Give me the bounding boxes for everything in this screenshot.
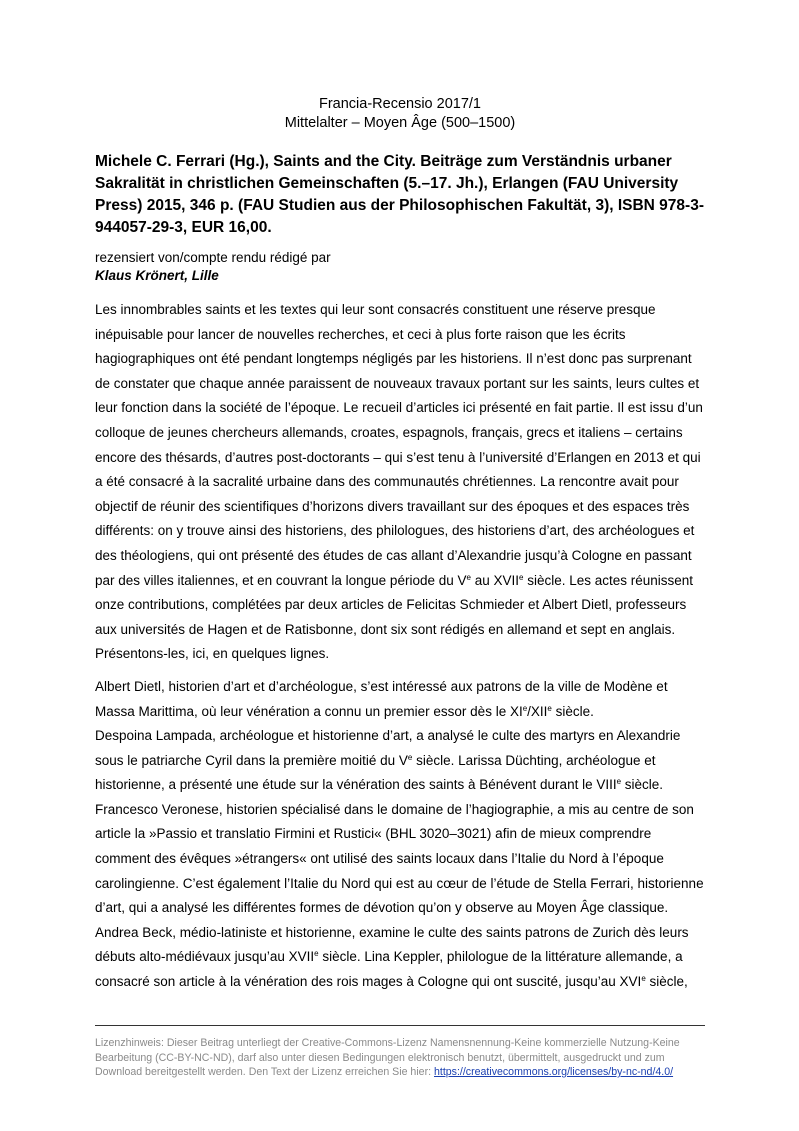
superscript: e (522, 703, 528, 713)
text-run: siècle. Lina Keppler, philologue de la littérature allemande, a consacré son article à la vénération des rois mages à Cologne qui ont suscité, jusqu’au XVI (95, 949, 683, 990)
reviewed-by-label: rezensiert von/compte rendu rédigé par (95, 250, 331, 265)
superscript: e (314, 949, 319, 959)
journal-issue: Francia-Recensio 2017/1 (318, 96, 481, 112)
license-text: Lizenzhinweis: Dieser Beitrag unterliegt der Creative-Commons-Lizenz Namensnennung-Keine kommerzielle Nutzung-Keine Bearbeitung (CC-BY-NC-ND), darf also unter diesen Bedingungen elektronisch benutzt, übermittelt, ausgedruckt und zum Download bereitgestellt werden. Den Text der Lizenz erreichen Sie hier: (95, 1037, 680, 1078)
journal-header (95, 95, 705, 133)
superscript: e (547, 703, 552, 713)
footer-divider (95, 1025, 705, 1026)
license-link[interactable]: https://creativecommons.org/licenses/by-nc-nd/4.0/ (434, 1066, 674, 1078)
text-run: siècle. Les actes réunissent onze contributions, complétées par deux articles de Felicitas Schmieder et Albert Dietl, professeurs aux universités de Hagen et de Ratisbonne, dont six sont rédigés en allemand et sept en anglais. Présentons-les, ici, en quelques lignes. (95, 572, 694, 662)
text-run: au XVII (470, 572, 519, 588)
book-citation: Michele C. Ferrari (Hg.), Saints and the City. Beiträge zum Verständnis urbaner Sakralität in christlichen Gemeinschaften (5.–17. Jh.), Erlangen (FAU University Press) 2015, 346 p. (FAU Studien aus der Philosophischen Fakultät, 3), ISBN 978-3-944057-29-3, EUR 16,00. (95, 153, 704, 236)
text-run: /XII (527, 703, 548, 719)
text-run: Albert Dietl, historien d’art et d’archéologue, s’est intéressé aux patrons de la ville de Modène et Massa Marittima, où leur vénération a connu un premier essor dès le XI (95, 678, 668, 719)
text-run: Despoina Lampada, archéologue et historienne d’art, a analysé le culte des martyrs en Alexandrie sous le patriarche Cyril dans la première moitié du V (95, 728, 681, 768)
paragraph-contributions (95, 724, 707, 995)
superscript: e (616, 777, 622, 787)
superscript: e (641, 974, 646, 984)
superscript: e (466, 572, 471, 582)
paragraph-dietl (95, 675, 707, 724)
review-body (95, 298, 707, 995)
text-run: siècle, (645, 974, 688, 990)
journal-section: Mittelalter – Moyen Âge (500–1500) (284, 115, 516, 131)
paragraph-introduction (95, 298, 707, 667)
license-notice (95, 1036, 707, 1080)
superscript: e (407, 752, 413, 762)
text-run: Les innombrables saints et les textes qui leur sont consacrés constituent une réserve presque inépuisable pour lancer de nouvelles recherches, et ceci à plus forte raison que les écrits hagiographiques ont été pendant longtemps négligés par les historiens. Il n’est donc pas surprenant de constater que chaque année paraissent de nouveaux travaux portant sur les saints, leurs cultes et leur fonction dans la société de l’époque. Le recueil d’articles ici présenté en fait partie. Il est issu d’un colloque de jeunes chercheurs allemands, croates, espagnols, français, grecs et italiens – certains encore des thésards, d’autres post-doctorants – qui s’est tenu à l’université d’Erlangen en 2013 et qui a été consacré à la sacralité urbaine dans des communautés chrétiennes. La rencontre avait pour objectif de réunir des scientifiques d’horizons divers travaillant sur des époques et des espaces très différents: on y trouve ainsi des historiens, des philologues, des historiens d’art, des archéologues et des théologiens, qui ont présenté des études de cas allant d’Alexandrie jusqu’à Cologne en passant par des villes italiennes, et en couvrant la longue période du V (95, 302, 703, 588)
text-run: siècle. Larissa Düchting, archéologue et historienne, a présenté une étude sur la vénération des saints à Bénévent durant le VIII (95, 752, 656, 793)
text-run: siècle. (551, 703, 594, 719)
superscript: e (518, 572, 524, 582)
text-run: siècle. Francesco Veronese, historien spécialisé dans le domaine de l’hagiographie, a mis au centre de son article la »Passio et translatio Firmini et Rustici« (BHL 3020–3021) afin de mieux comprendre comment des évêques »étrangers« ont utilisé des saints locaux dans l’Italie du Nord à l’époque carolingienne. C’est également l’Italie du Nord qui est au cœur de l’étude de Stella Ferrari, historienne d’art, qui a analysé les différentes formes de dévotion qu’on y observe au Moyen Âge classique. Andrea Beck, médio-latiniste et historienne, examine le culte des saints patrons de Zurich dès leurs débuts alto-médiévaux jusqu’au XVII (95, 777, 704, 965)
reviewer-name: Klaus Krönert, Lille (95, 268, 219, 283)
